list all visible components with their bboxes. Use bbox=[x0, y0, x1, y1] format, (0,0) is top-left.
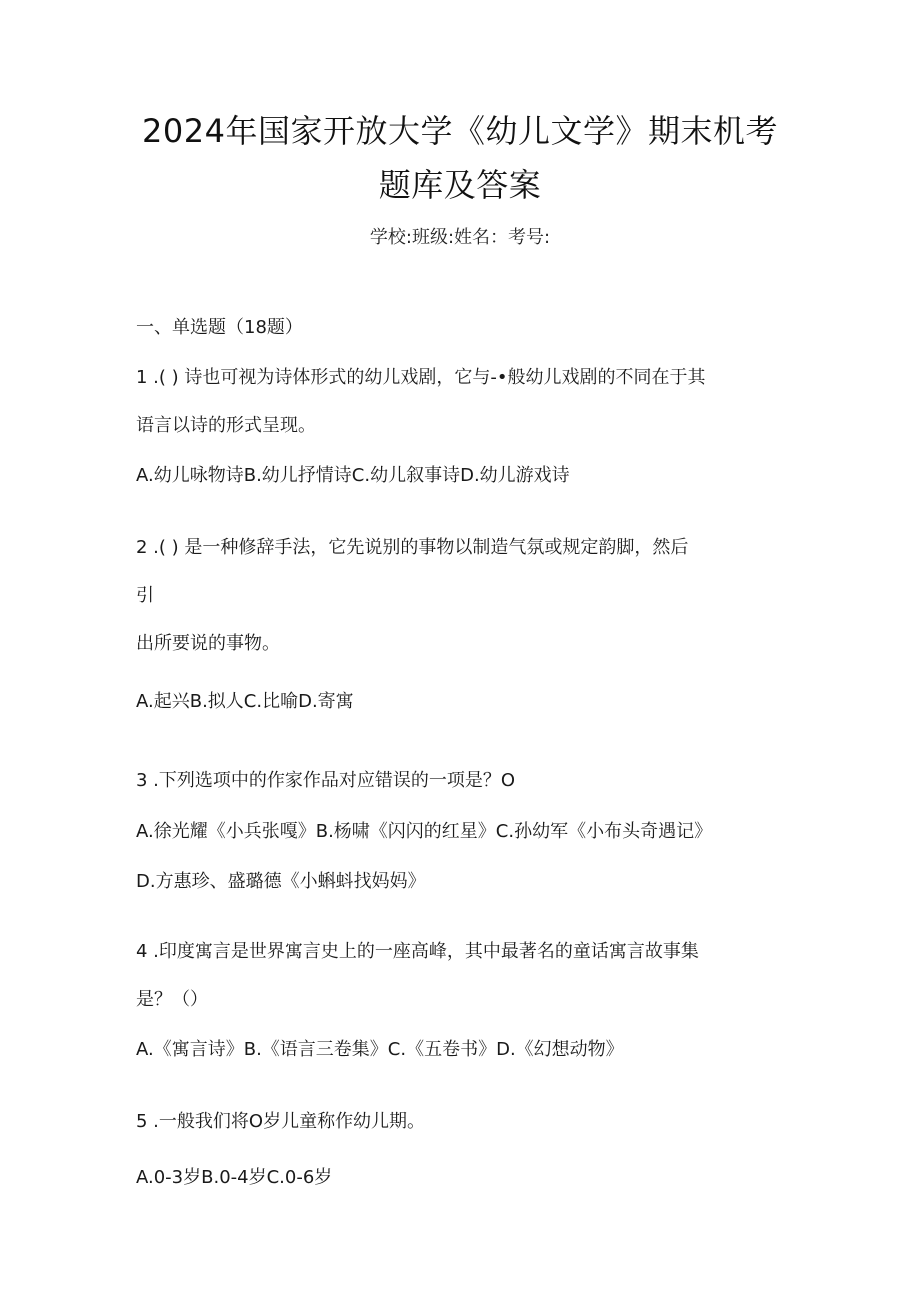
question-3-options-line-1: A.徐光耀《小兵张嘎》B.杨啸《闪闪的红星》C.孙幼军《小布头奇遇记》 bbox=[136, 821, 713, 842]
section-heading: 一、单选题（18题） bbox=[136, 317, 303, 338]
question-5-options: A.0-3岁B.0-4岁C.0-6岁 bbox=[136, 1167, 333, 1188]
student-info-line: 学校:班级:姓名：考号: bbox=[369, 227, 551, 248]
question-3-text-line-1: 3 .下列选项中的作家作品对应错误的一项是？O bbox=[136, 770, 516, 791]
question-4-text-line-2: 是？（） bbox=[136, 989, 208, 1010]
document-title-line-1: 2024年国家开放大学《幼儿文学》期末机考 bbox=[142, 112, 778, 150]
question-2-text-line-3: 出所要说的事物。 bbox=[136, 633, 280, 654]
question-1-text-line-2: 语言以诗的形式呈现。 bbox=[136, 415, 316, 436]
question-1-options: A.幼儿咏物诗B.幼儿抒情诗C.幼儿叙事诗D.幼儿游戏诗 bbox=[136, 465, 570, 486]
question-5-text-line-1: 5 .一般我们将O岁儿童称作幼儿期。 bbox=[136, 1111, 426, 1132]
question-1-text-line-1: 1 .( ) 诗也可视为诗体形式的幼儿戏剧，它与-•般幼儿戏剧的不同在于其 bbox=[136, 367, 706, 388]
question-2-text-line-1: 2 .( ) 是一种修辞手法，它先说别的事物以制造气氛或规定韵脚，然后 bbox=[136, 537, 689, 558]
question-2-text-line-2: 引 bbox=[136, 585, 154, 606]
question-3-options-line-2: D.方惠珍、盛璐德《小蝌蚪找妈妈》 bbox=[136, 871, 426, 892]
document-title-line-2: 题库及答案 bbox=[378, 166, 542, 204]
question-4-text-line-1: 4 .印度寓言是世界寓言史上的一座高峰，其中最著名的童话寓言故事集 bbox=[136, 941, 699, 962]
question-2-options: A.起兴B.拟人C.比喻D.寄寓 bbox=[136, 691, 354, 712]
question-4-options: A.《寓言诗》B.《语言三卷集》C.《五卷书》D.《幻想动物》 bbox=[136, 1039, 624, 1060]
